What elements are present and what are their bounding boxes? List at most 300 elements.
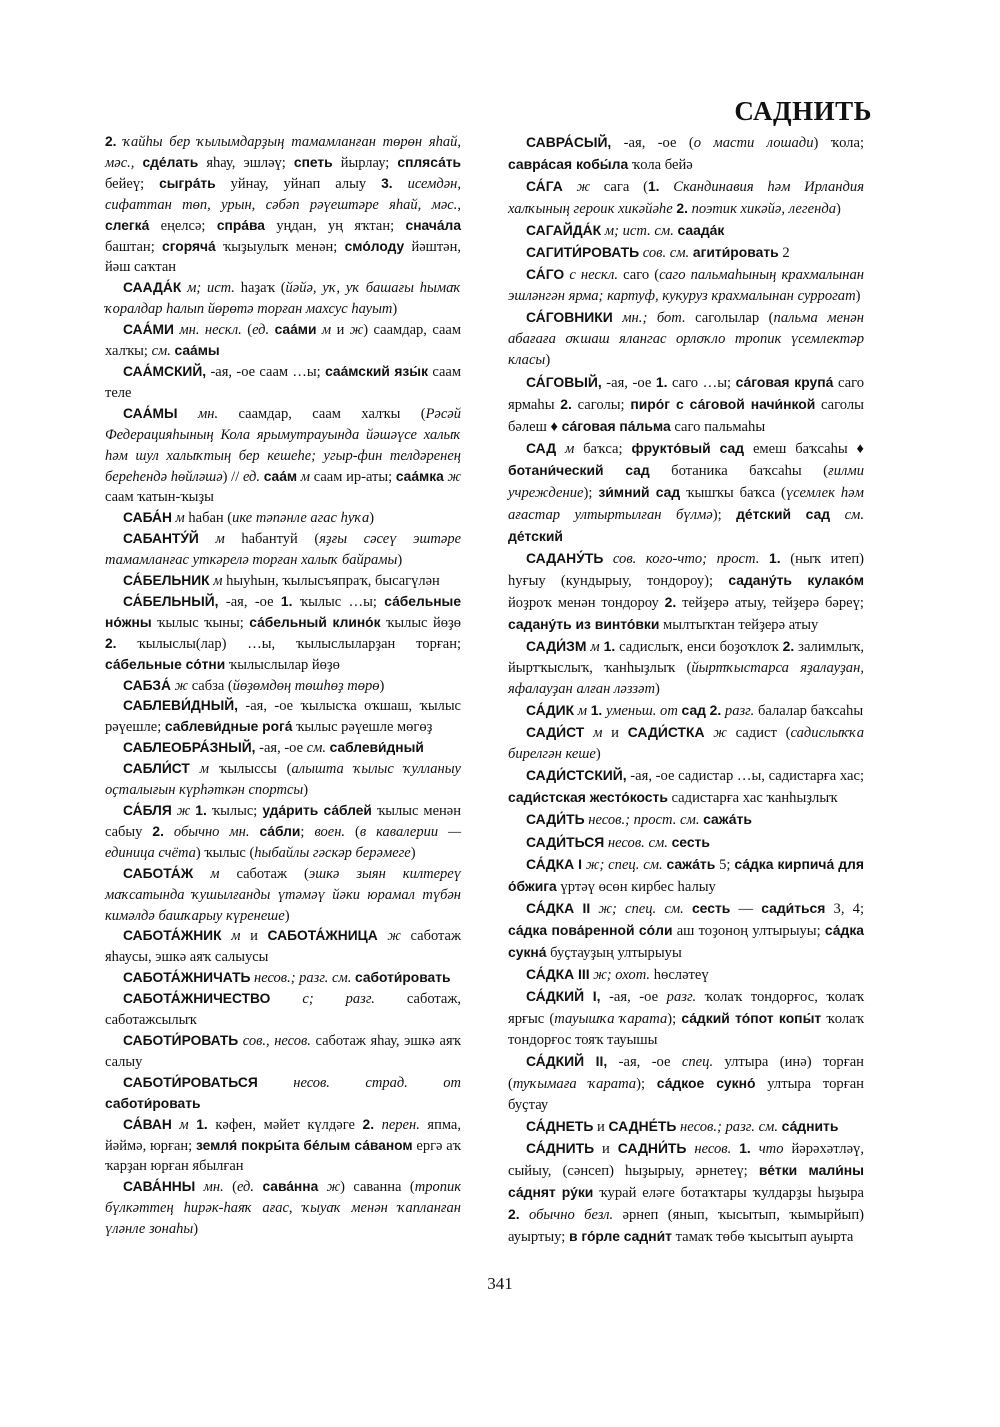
headword: САГАЙДА́К [526, 222, 602, 239]
bold-phrase: са́дкий то́пот копы́т [681, 1009, 822, 1026]
italic-gloss: ҡайһы бер ҡылымдарҙың тамамланған төрөн яһай, мәс., [105, 134, 461, 171]
entry-text: саго …ы; [667, 374, 736, 391]
headword: САА́МСКИЙ, [123, 363, 207, 379]
entry-text: саголы бәлеш ♦ [508, 396, 864, 435]
dictionary-entry [105, 508, 461, 529]
bold-phrase: са́днить [781, 1118, 839, 1135]
italic-gloss: мн. нескл. [173, 322, 242, 339]
italic-gloss: несов. [686, 1141, 732, 1158]
headword: САА́МЫ [123, 405, 178, 421]
entry-text: йәштән, йәш саҡтан [105, 238, 462, 276]
entry-text: ергә аҡ ҡарҙан юрған ябылған [105, 1137, 461, 1175]
bold-phrase: агити́ровать [692, 244, 779, 261]
headword: САБА́Н [123, 510, 172, 526]
bold-phrase: 2. [664, 593, 677, 610]
entry-text: ботаника баҡсаһы ( [649, 462, 829, 479]
italic-gloss: мн. [195, 1179, 224, 1196]
dictionary-entry [105, 989, 461, 1031]
headword: САДИ́ЗМ [526, 638, 587, 655]
headword: СА́ДКА III [526, 965, 590, 982]
italic-gloss: сов. кого-что; прост. [603, 550, 760, 567]
entry-text: емеш баҡсаһы ♦ [744, 440, 864, 457]
entry-text: саам ир-аты; [310, 468, 396, 485]
entry-text: ҡылыс йөҙө [380, 614, 461, 631]
italic-gloss: м [556, 440, 575, 457]
entry-text: и [593, 1119, 609, 1136]
italic-gloss: ж; спец. см. [582, 856, 663, 873]
italic-gloss: үсемлек һәм ағастар ултыртылған бүлмә [508, 484, 864, 523]
headword: САД [526, 439, 557, 456]
headword: СА́ДКИЙ II, [526, 1052, 608, 1069]
headword: САДИ́ТЬСЯ [526, 833, 605, 850]
italic-gloss: йөҙөмдөң төшһөҙ төрө [232, 677, 380, 694]
entry-text: саам теле [105, 363, 461, 401]
italic-gloss: разг. [666, 988, 697, 1005]
entry-text: и [331, 322, 350, 339]
italic-gloss: поэтик хикәйә, легенда [687, 201, 836, 218]
bold-phrase: 1. [739, 1140, 751, 1157]
italic-gloss: м [209, 573, 223, 590]
italic-gloss: несов.; разг. см. [676, 1119, 779, 1136]
dictionary-entry [105, 1031, 461, 1073]
entry-text: ) [855, 288, 861, 305]
headword: СА́БЕЛЬНЫЙ, [123, 593, 219, 609]
bold-phrase: сесть [671, 833, 710, 850]
entry-text: саботаж яһаусы, эшкә аяҡ салыусы [105, 928, 461, 966]
headword: САБОТИ́РОВАТЬ [123, 1032, 239, 1048]
italic-gloss: уменьш. от [602, 703, 678, 720]
entry-text: -ая, -ое [600, 988, 667, 1005]
headword: СА́ДИК [526, 702, 575, 719]
headword: 2. [105, 134, 117, 149]
bold-phrase: саа́м [263, 468, 298, 484]
italic-gloss: ед. [236, 1179, 255, 1196]
headword: САБОТА́ЖНИЧЕСТВО [123, 991, 271, 1007]
entry-text: -ая, -ое ҡылысҡа оҡшаш, ҡылыс рәүешле; [105, 698, 461, 736]
entry-text: ; [300, 823, 315, 840]
entry-text: саголылар ( [685, 310, 774, 327]
italic-gloss: о масти лошади [693, 135, 814, 151]
entry-text: мылтыҡтан тейҙерә атыу [659, 617, 819, 634]
bold-phrase: слегка́ [105, 217, 150, 233]
italic-gloss: в кавалерии — единица счёта [105, 823, 461, 861]
entry-text: ( [223, 1179, 237, 1196]
italic-gloss: с нескл. [564, 267, 619, 284]
dictionary-entry [105, 278, 461, 320]
entry-text: и [602, 725, 628, 742]
entry-text: ҡылыслылар йөҙө [225, 656, 340, 673]
italic-gloss: м [586, 639, 600, 656]
bold-phrase: сади́ться [761, 899, 826, 916]
bold-phrase: 2. [105, 635, 117, 651]
italic-gloss: м [584, 725, 603, 742]
entry-text: ); [667, 1010, 682, 1027]
entry-text: ултыра торған буҫтау [508, 1076, 864, 1114]
headword: СААДА́К [123, 280, 182, 296]
dictionary-entry [508, 986, 864, 1051]
entry-text: ҡолаҡ тондорғос тояҡ тауышы [508, 1010, 864, 1048]
italic-gloss: м [198, 531, 225, 548]
headword: САБОТА́ЖНИЧАТЬ [123, 970, 251, 986]
headword: СА́ДНИТЬ [526, 1140, 595, 1157]
italic-gloss: ж [443, 468, 461, 485]
entry-text: яһау, эшләү; [198, 154, 294, 171]
headword: САДАНУ́ТЬ [526, 549, 604, 566]
dictionary-entry [105, 738, 461, 759]
dictionary-entry [105, 404, 461, 509]
entry-text: 3, 4; [825, 900, 864, 917]
bold-phrase: смо́лоду [344, 238, 405, 254]
bold-phrase: 1. [603, 638, 616, 655]
entry-text: ) [655, 681, 660, 698]
entry-text: и [594, 1141, 618, 1158]
italic-gloss: м; ист. [181, 280, 235, 297]
dictionary-entry [508, 1138, 864, 1248]
entry-text: -ая, -ое саам …ы; [206, 363, 326, 380]
dictionary-entry [105, 1073, 461, 1115]
italic-gloss: ике тәпәнле агас һуҡа [232, 510, 370, 527]
entry-text: -ая, -ое [218, 593, 281, 610]
entry-text: (ныҡ итеп) һуғыу (кундырыу, тондороу); [508, 550, 864, 589]
entry-text: ҡылыс; [206, 803, 263, 819]
dictionary-entry [105, 676, 461, 697]
entry-text: уйнау, уйнап алыу [215, 175, 382, 192]
bold-phrase: 1. [195, 803, 207, 818]
bold-phrase: саада́к [677, 222, 725, 239]
dictionary-entry [508, 372, 864, 438]
entry-text: сабза ( [188, 677, 233, 694]
dictionary-entry [105, 1177, 461, 1240]
entry-text: ) [595, 746, 601, 763]
dictionary-entry [508, 132, 864, 176]
bold-phrase: садану́ть из винто́вки [508, 616, 660, 633]
bold-phrase: сава́нна [262, 1179, 319, 1195]
bold-phrase: саа́мский язы́к [325, 363, 428, 379]
entry-text: ); [636, 1076, 657, 1093]
entry-text: ) саамдар, саам халҡы; [105, 322, 462, 360]
italic-gloss: спец. [681, 1053, 714, 1070]
headword: САБЛЕОБРА́ЗНЫЙ, [123, 740, 256, 756]
entry-text: ҡыҙыулыҡ менән; [215, 238, 345, 255]
italic-gloss: что [750, 1141, 784, 1158]
bold-phrase: 1. [769, 549, 781, 566]
bold-phrase: ве́тки мали́ны са́днят ру́ки [508, 1162, 864, 1201]
bold-phrase: 2. [362, 1116, 375, 1132]
italic-gloss: см. [151, 343, 171, 360]
entry-text: ҡылыс …ы; [292, 593, 385, 610]
entry-text: баҡса; [574, 440, 632, 457]
entry-text: еңелсә; [149, 217, 217, 234]
entry-text: япма, йәймә, юрған; [105, 1116, 461, 1154]
entry-text: саботаж ( [219, 865, 309, 882]
italic-gloss: разг. [721, 703, 755, 720]
italic-gloss: ед. [252, 322, 270, 339]
left-column [105, 132, 461, 1240]
italic-gloss: м [297, 468, 311, 485]
italic-gloss: несов.; разг. см. [250, 970, 352, 987]
entry-text: ) [836, 201, 841, 218]
bold-phrase: САБОТА́ЖНИЦА [267, 928, 378, 944]
bold-phrase: сде́лать [142, 154, 199, 170]
headword: САДИ́СТ [526, 724, 585, 741]
bold-phrase: сажа́ть [666, 855, 716, 872]
bold-phrase: 1. [196, 1116, 208, 1132]
entry-text: ) [303, 782, 309, 799]
running-head: САДНИТЬ [734, 96, 872, 126]
bold-phrase: саблеви́дные рога́ [164, 719, 293, 735]
italic-gloss: ғилми учреждение [508, 462, 864, 501]
italic-gloss: мн. [177, 405, 219, 422]
entry-text: ) [392, 301, 398, 318]
dictionary-entry [105, 801, 461, 864]
entry-text: -ая, -ое садистар …ы, садистарға хас; [626, 768, 865, 785]
bold-phrase: 3. [381, 175, 393, 191]
entry-text: тамаҡ төбө ҡысытып ауырта [671, 1229, 854, 1246]
bold-phrase: саботи́ровать [105, 1095, 201, 1111]
italic-gloss: м [574, 703, 588, 720]
headword: САБЛЕВИ́ДНЫЙ, [123, 698, 238, 714]
italic-gloss: яҙғы сәсеү эштәре тамамланғас уткәрелә торған халыҡ байрамы [105, 531, 462, 569]
italic-gloss: см. [830, 506, 865, 523]
dictionary-entry [105, 696, 461, 738]
italic-gloss: йәйә, уҡ, уҡ башағы һымаҡ ҡоралдар һалып йөрөтә торған махсус һауыт [105, 280, 461, 318]
italic-gloss: мн.; бот. [612, 310, 686, 327]
italic-gloss: эшкә зыян килтереү маҡсатында ҡушылғанды үтәмәү йәки юрамал түбән кимәлдә башҡарыу күренеше [105, 865, 461, 924]
bold-phrase: 2. [676, 200, 688, 217]
entry-text: ҡола бейә [628, 157, 693, 174]
bold-phrase: 2. [709, 702, 722, 719]
bold-phrase: савра́сая кобы́ла [508, 156, 629, 173]
entry-text: ) [369, 510, 375, 527]
bold-phrase: ботани́ческий сад [508, 461, 650, 478]
headword: САБАНТУ́Й [123, 531, 199, 547]
bold-phrase: снача́ла [405, 217, 461, 233]
entry-text: һаҙаҡ ( [234, 280, 286, 297]
dictionary-entry [105, 864, 461, 927]
bold-phrase: саботи́ровать [355, 970, 451, 986]
dictionary-entry [508, 809, 864, 831]
bold-phrase: са́дкое сукно́ [656, 1075, 756, 1092]
bold-phrase: 2. [508, 1206, 520, 1223]
italic-gloss: йыртҡыстарса яҙалауҙан, яфалауҙан алған ләззәт [508, 660, 864, 698]
bold-phrase: са́дка сукна́ [508, 921, 864, 960]
bold-phrase: 2. [152, 823, 164, 839]
bold-phrase: 1. [280, 593, 293, 609]
bold-phrase: земля́ покры́та бе́лым са́ваном [195, 1137, 413, 1153]
italic-gloss: ж [704, 725, 727, 742]
entry-text: ) [193, 1221, 199, 1238]
entry-text: ) [410, 844, 416, 861]
italic-gloss: с; разг. [270, 991, 375, 1008]
entry-text: ) [379, 677, 385, 694]
dictionary-entry [508, 307, 864, 371]
dictionary-entry [105, 571, 461, 592]
entry-text: саго пальмаһы [670, 418, 766, 435]
italic-gloss: исемдән, сифаттан төп, урын, сәбәп рәүештәре яһай, мәс., [105, 175, 461, 213]
right-column [508, 132, 864, 1248]
entry-text: ҡылыслы(лар) …ы, ҡылыслыларҙан торған; [116, 635, 461, 652]
entry-text: ҡурай еләге ботаҡтары ҡулдарҙы һыҙыра [593, 1185, 864, 1202]
dictionary-entry [508, 264, 864, 307]
entry-text: сага ( [590, 179, 648, 196]
bold-phrase: са́дка пова́ренной со́ли [508, 921, 673, 938]
entry-text: ҡолаҡ тондорғос, ҡолаҡ ярғыс ( [508, 988, 864, 1027]
italic-gloss: несов.; прост. см. [584, 812, 700, 829]
entry-text: саголы; [571, 396, 631, 413]
entry-text: ҡылыс менән сабыу [105, 803, 461, 840]
dictionary-entry [508, 636, 864, 700]
entry-text: 2 [778, 245, 790, 262]
entry-text: ) // [222, 468, 243, 485]
entry-text: ) [284, 907, 290, 924]
bold-phrase: са́бельные со́тни [105, 656, 226, 672]
dictionary-entry [508, 722, 864, 765]
bold-phrase: спляса́ть [397, 154, 461, 170]
bold-phrase: уда́рить са́блей [262, 803, 372, 818]
headword: СА́БЕЛЬНИК [123, 573, 210, 589]
headword: САДИ́СТСКИЙ, [526, 767, 627, 784]
italic-gloss: ж [318, 1179, 341, 1196]
italic-gloss: ж [171, 803, 191, 819]
entry-text: үртәү өсөн кирбес һалыу [556, 878, 716, 895]
italic-gloss: см. [306, 740, 326, 757]
dictionary-entry [105, 1115, 461, 1178]
bold-phrase: спра́ва [216, 217, 265, 233]
dictionary-entry [508, 176, 864, 220]
entry-text: ҡылыс ҡыны; [151, 614, 250, 631]
headword: САДИ́ТЬ [526, 811, 585, 828]
dictionary-entry [508, 242, 864, 264]
bold-phrase: саа́мка [395, 468, 444, 484]
entry-text: кәфен, мәйет күлдәге [207, 1116, 363, 1133]
headword: САБЛИ́СТ [123, 761, 190, 777]
bold-phrase: сад [681, 702, 706, 719]
italic-gloss: воен. [314, 823, 346, 840]
headword: СА́ГО [526, 266, 565, 283]
italic-gloss: тропик бүлкәттең һирәк-һаяҡ ағас, ҡыуаҡ менән ҡапланған үләнле зонаһы [105, 1179, 461, 1238]
headword: СА́ДКА I [526, 855, 583, 872]
italic-gloss: ж; спец. см. [590, 900, 684, 917]
bold-phrase: пиро́г с са́говой начи́нкой [630, 395, 816, 412]
italic-gloss: туҡымаға ҡарата [512, 1076, 637, 1093]
headword: САБЗА́ [123, 677, 171, 693]
bold-phrase: са́говая па́льма [561, 417, 671, 434]
dictionary-entry [105, 759, 461, 801]
entry-text [684, 901, 692, 917]
entry-text [731, 1141, 739, 1157]
italic-gloss: м; ист. см. [601, 223, 674, 240]
headword: САБОТА́ЖНИК [123, 928, 222, 944]
entry-text: әрнеп (янып, ҡысытып, ҡымырйып) ауыртыу; [508, 1207, 864, 1246]
entry-text: -ая, -ое ( [611, 135, 694, 151]
italic-gloss: м [193, 865, 220, 882]
entry-text: ); [583, 484, 599, 501]
entry-text: и [240, 928, 268, 945]
italic-gloss: ед. [242, 468, 260, 485]
entry-text: бейеү; [105, 175, 160, 192]
dictionary-entry [508, 220, 864, 242]
bold-phrase: са́бельный клино́к [249, 614, 381, 630]
entry-text: — [730, 900, 762, 917]
headword: СА́ГОВНИКИ [526, 309, 613, 326]
bold-phrase: садану́ть кулако́м [728, 571, 864, 588]
italic-gloss: садислыҡҡа бирелгән кеше [508, 725, 864, 763]
entry-text: ( [345, 823, 360, 840]
bold-phrase: зи́мний сад [598, 483, 681, 500]
italic-gloss: несов. страд. от [257, 1074, 461, 1091]
entry-text: йоҙроҡ менән тондороу [508, 594, 665, 611]
headword: САГИТИ́РОВАТЬ [526, 244, 640, 261]
dictionary-entry [105, 362, 461, 404]
bold-phrase: 1. [590, 702, 603, 719]
bold-phrase: САДНЕ́ТЬ [608, 1118, 677, 1135]
headword: СА́БЛЯ [123, 803, 172, 818]
dictionary-entry [508, 700, 864, 722]
dictionary-entry [508, 438, 864, 548]
bold-phrase: сажа́ть [703, 811, 752, 828]
entry-text: һабан ( [184, 510, 233, 527]
italic-gloss: м [221, 928, 241, 945]
entry-text: саго ярмаһы [508, 374, 864, 413]
dictionary-entry [105, 926, 461, 968]
headword: САА́МИ [123, 322, 174, 338]
entry-text: йырлау; [332, 154, 398, 171]
entry-text: һабантуй ( [224, 531, 320, 548]
bold-phrase: САДНИ́ТЬ [617, 1140, 687, 1157]
entry-text: ) ҡола; [813, 135, 864, 151]
italic-gloss: м [171, 1116, 189, 1133]
bold-phrase: саа́мы [174, 343, 220, 359]
entry-text: аш тоҙоноң ултырыуы; [672, 922, 825, 939]
headword: САВРА́СЫЙ, [526, 134, 612, 150]
entry-text: саго ( [618, 267, 660, 284]
entry-text: баштан; [105, 238, 163, 255]
bold-phrase: де́тский сад [736, 505, 831, 522]
bold-phrase: саблеви́дный [329, 740, 424, 756]
dictionary-entry [508, 854, 864, 898]
italic-gloss: саго пальмаһының крахмалынан эшләнгән ярма; картуф, кукуруз крахмалынан суррогат [508, 267, 864, 305]
entry-text [759, 551, 769, 567]
entry-text: ) [545, 352, 551, 369]
entry-text: йәрәхәтләү, сыйыу, (сәнсеп) һыҙырыу, әрнетеү; [508, 1141, 864, 1180]
italic-gloss: ж [349, 322, 364, 339]
entry-text: саботаж яһау, эшкә аяҡ салыу [105, 1032, 461, 1070]
entry-text: ҡылыссы ( [209, 761, 292, 778]
italic-gloss: перен. [374, 1116, 420, 1133]
entry-text: ( [241, 322, 253, 339]
entry-text: ); [712, 506, 737, 523]
italic-gloss: тауышҡа ҡарата [554, 1010, 668, 1027]
italic-gloss: пальма менән абағаға оҡшаш ялангас орлоҡло тропик үсемлектәр класы [508, 310, 864, 369]
entry-text: ) ҡылыс ( [195, 844, 255, 861]
entry-text [249, 824, 259, 840]
headword: СА́ДКА II [526, 899, 591, 916]
entry-text: саамдар, саам халҡы ( [218, 405, 426, 422]
bold-phrase: са́дка кирпича́ для о́бжига [508, 855, 864, 894]
dictionary-entry [508, 548, 864, 636]
entry-text: саботаж, саботажсылыҡ [105, 991, 461, 1029]
entry-text: 5; [715, 856, 735, 873]
bold-phrase: САДИ́СТКА [627, 724, 705, 741]
bold-phrase: 1. [655, 373, 668, 390]
headword: СА́ГА [526, 178, 563, 195]
entry-text: ) [397, 552, 403, 569]
bold-phrase: сади́стская жесто́кость [508, 789, 668, 806]
dictionary-entry [508, 898, 864, 964]
bold-phrase: са́бли [259, 823, 301, 839]
headword: СА́ГОВЫЙ, [526, 373, 602, 390]
italic-gloss: һыбайлы гәскәр берәмеге [254, 844, 411, 861]
